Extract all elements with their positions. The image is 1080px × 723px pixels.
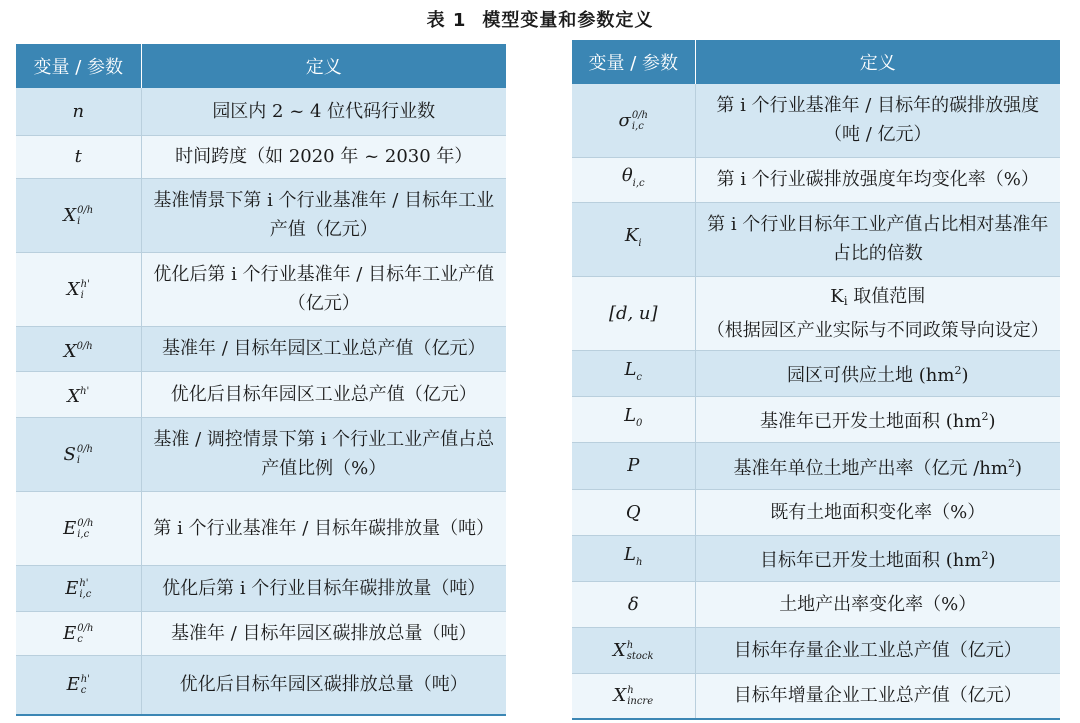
definition-cell: 时间跨度（如 2020 年 ~ 2030 年）	[141, 135, 506, 178]
definition-cell: 第 i 个行业目标年工业产值占比相对基准年占比的倍数	[695, 202, 1060, 276]
symbol-cell: δ	[572, 581, 695, 627]
symbol-cell: X h' i	[16, 252, 141, 326]
table-row	[572, 442, 1060, 489]
table-row	[16, 655, 506, 715]
table-row	[572, 157, 1060, 202]
table-row	[16, 326, 506, 371]
header-variable: 变量 / 参数	[16, 44, 141, 88]
left-table	[16, 44, 506, 716]
symbol-cell: [d, u]	[572, 276, 695, 350]
symbol-cell: $L_c$	[572, 350, 695, 396]
definition-cell: 优化后目标年园区碳排放总量（吨）	[141, 655, 506, 715]
definition-cell: 优化后第 i 个行业目标年碳排放量（吨）	[141, 565, 506, 611]
table-row	[16, 252, 506, 326]
table-row	[16, 417, 506, 491]
symbol-cell: E 0/h i,c	[16, 491, 141, 565]
table-caption	[0, 6, 1080, 32]
table-row	[572, 396, 1060, 442]
definition-cell: 基准年 / 目标年园区工业总产值（亿元）	[141, 326, 506, 371]
definition-cell: 基准年 / 目标年园区碳排放总量（吨）	[141, 611, 506, 655]
definition-cell: 基准年单位土地产出率（亿元 $/hm^2$)	[695, 442, 1060, 489]
definition-cell: 优化后目标年园区工业总产值（亿元）	[141, 371, 506, 417]
symbol-cell: $\theta_{i,c}$	[572, 157, 695, 202]
definition-cell: 园区可供应土地 $(hm^2)$	[695, 350, 1060, 396]
table-row	[16, 135, 506, 178]
header-definition: 定义	[695, 40, 1060, 84]
symbol-cell: t	[16, 135, 141, 178]
table-row	[16, 491, 506, 565]
definition-cell: 基准年已开发土地面积 $(hm^2)$	[695, 396, 1060, 442]
symbol-cell: $X^{h'}$	[16, 371, 141, 417]
table-row	[572, 84, 1060, 157]
table-row	[16, 611, 506, 655]
definition-cell: 目标年增量企业工业总产值（亿元）	[695, 673, 1060, 719]
symbol-cell: E h' i,c	[16, 565, 141, 611]
definition-cell: 基准情景下第 i 个行业基准年 / 目标年工业产值（亿元）	[141, 178, 506, 252]
header-variable: 变量 / 参数	[572, 40, 695, 84]
definition-cell: 既有土地面积变化率（%）	[695, 489, 1060, 535]
symbol-cell: X 0/h i	[16, 178, 141, 252]
table-title: 模型变量和参数定义	[482, 10, 654, 31]
symbol-cell: E 0/h c	[16, 611, 141, 655]
symbol-cell: S 0/h i	[16, 417, 141, 491]
table-row	[572, 673, 1060, 719]
definition-cell: 基准 / 调控情景下第 i 个行业工业产值占总产值比例（%）	[141, 417, 506, 491]
table-row	[572, 489, 1060, 535]
symbol-cell: $X^{0/h}$	[16, 326, 141, 371]
header-definition: 定义	[141, 44, 506, 88]
definition-cell: 第 i 个行业基准年 / 目标年碳排放量（吨）	[141, 491, 506, 565]
symbol-cell: Q	[572, 489, 695, 535]
table-row	[16, 565, 506, 611]
symbol-cell: X h stock	[572, 627, 695, 673]
definition-cell: 目标年存量企业工业总产值（亿元）	[695, 627, 1060, 673]
table-row	[572, 581, 1060, 627]
symbol-cell: σ 0/h i,c	[572, 84, 695, 157]
symbol-cell: $K_i$	[572, 202, 695, 276]
definition-cell: 土地产出率变化率（%）	[695, 581, 1060, 627]
symbol-cell: P	[572, 442, 695, 489]
symbol-cell: E h' c	[16, 655, 141, 715]
table-row	[572, 535, 1060, 581]
table-row	[16, 178, 506, 252]
definition-cell: 优化后第 i 个行业基准年 / 目标年工业产值（亿元）	[141, 252, 506, 326]
table-row	[16, 88, 506, 135]
definition-cell: 第 i 个行业基准年 / 目标年的碳排放强度（吨 / 亿元）	[695, 84, 1060, 157]
symbol-cell: $L_0$	[572, 396, 695, 442]
definition-cell: 第 i 个行业碳排放强度年均变化率（%）	[695, 157, 1060, 202]
table-row	[572, 202, 1060, 276]
symbol-cell: X h incre	[572, 673, 695, 719]
right-table	[572, 40, 1060, 720]
symbol-cell: $L_h$	[572, 535, 695, 581]
symbol-cell: n	[16, 88, 141, 135]
table-number: 表 1	[426, 10, 467, 31]
definition-cell: 园区内 2 ~ 4 位代码行业数	[141, 88, 506, 135]
table-row	[572, 350, 1060, 396]
table-row	[16, 371, 506, 417]
table-row	[572, 276, 1060, 350]
table-row	[572, 627, 1060, 673]
definition-cell: 目标年已开发土地面积 $(hm^2)$	[695, 535, 1060, 581]
definition-cell: $K_i$ 取值范围 （根据园区产业实际与不同政策导向设定）	[695, 276, 1060, 350]
